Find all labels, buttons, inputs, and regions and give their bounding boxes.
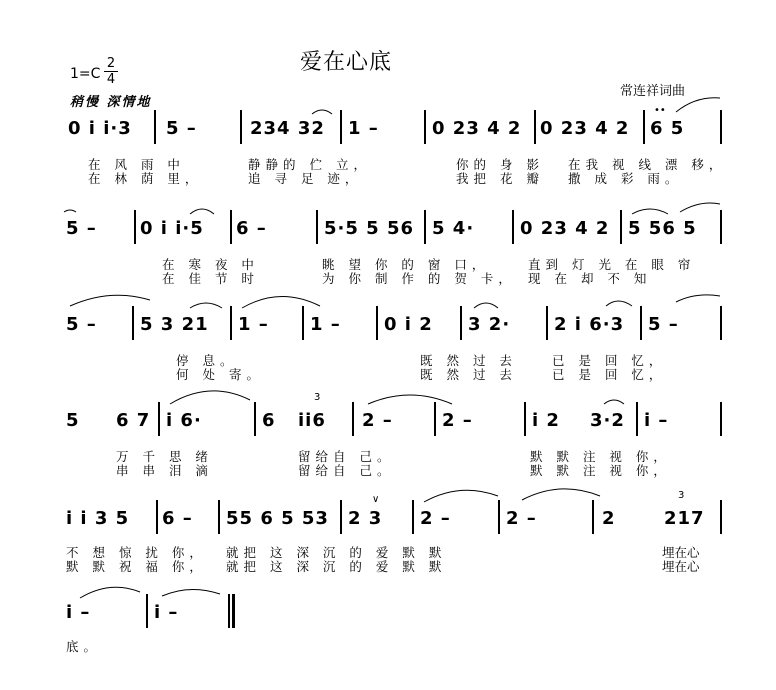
- slur: [368, 395, 452, 404]
- slur: [162, 589, 220, 596]
- notes-m1: 5 –: [66, 218, 97, 239]
- notes-m7: i –: [644, 410, 669, 431]
- notes-m2: 0 i i·5: [140, 218, 204, 239]
- slur: [64, 210, 76, 212]
- notes-m6: 0 23 4 2: [540, 118, 630, 139]
- notes-m3: 1 –: [238, 314, 269, 335]
- lyric-line: 何 处 寄。: [176, 367, 264, 382]
- lyric-line: 静静的 伫 立，: [248, 157, 371, 172]
- notes-m6: 0 23 4 2: [520, 218, 610, 239]
- lyric-line: 留给自 己。: [298, 463, 395, 478]
- breath-mark-icon: ∨: [372, 494, 380, 505]
- notes-m2: 5 –: [166, 118, 197, 139]
- triplet-mark: 3: [314, 392, 321, 403]
- composer-credit: 常连祥词曲: [620, 84, 686, 99]
- notes-m5: 2 –: [420, 508, 451, 529]
- lyric-line: 在 寒 夜 中: [162, 257, 259, 272]
- notes-m7b: 217: [664, 508, 705, 529]
- lyric-line: 在 佳 节 时: [162, 271, 259, 286]
- time-denominator: 4: [104, 71, 118, 87]
- slur: [80, 587, 140, 598]
- notes-m7: 2 i 6·3: [554, 314, 625, 335]
- triplet-mark: 3: [678, 490, 685, 501]
- slur: [170, 391, 250, 404]
- slur: [312, 110, 332, 114]
- lyric-line: 不 想 惊 扰 你，: [66, 545, 207, 560]
- lyric-line: 就把 这 深 沉 的 爱 默 默: [226, 545, 447, 560]
- slur: [676, 98, 720, 112]
- lyric-line: 追 寻 足 迹，: [248, 171, 363, 186]
- slur: [474, 303, 498, 308]
- notes-m1: i –: [66, 602, 91, 623]
- slur: [604, 400, 624, 404]
- slur: [70, 295, 150, 306]
- lyric-line: 撒 成 彩 雨。: [568, 171, 683, 186]
- notes-m7: 6 5: [650, 118, 685, 139]
- time-numerator: 2: [106, 56, 116, 71]
- notes-m3: 55 6 5 53: [226, 508, 329, 529]
- notes-m1: 5 –: [66, 314, 97, 335]
- notes-m3: 6 –: [236, 218, 267, 239]
- notes-m1b: 6 7: [116, 410, 151, 431]
- notes-m6b: 3·2: [590, 410, 625, 431]
- notes-m5: 2 –: [442, 410, 473, 431]
- notes-m6: 2 –: [506, 508, 537, 529]
- notes-m8: 5 –: [648, 314, 679, 335]
- notes-m4: 5·5 5 56: [324, 218, 414, 239]
- notes-m2: 6 –: [162, 508, 193, 529]
- song-title: 爱在心底: [300, 50, 393, 75]
- notes-m5: 0 i 2: [384, 314, 433, 335]
- slur: [522, 489, 600, 500]
- notes-m7: 2: [602, 508, 616, 529]
- lyric-line: 在 风 雨 中: [88, 157, 185, 172]
- lyric-line: 我把 花 瓣: [456, 171, 544, 186]
- lyric-line: 停 息。: [176, 353, 238, 368]
- notes-m6: i 2: [532, 410, 560, 431]
- lyric-line: 为 你 制 作 的 贺 卡，: [322, 271, 516, 286]
- ornament-mark: ••: [654, 105, 666, 116]
- lyric-line: 眺 望 你 的 窗 口，: [322, 257, 490, 272]
- notes-m4: 2 –: [362, 410, 393, 431]
- lyric-line: 在 林 荫 里，: [88, 171, 203, 186]
- lyric-line: 直到 灯 光 在 眼 帘: [528, 257, 696, 272]
- lyric-line: 留给自 己。: [298, 449, 395, 464]
- notes-m4: 1 –: [348, 118, 379, 139]
- slur: [242, 296, 320, 308]
- slur: [606, 301, 632, 306]
- lyric-line: 默 默 注 视 你，: [530, 463, 671, 478]
- slur: [676, 295, 720, 302]
- notes-m5: 5 4·: [432, 218, 475, 239]
- lyric-line: 既 然 过 去: [420, 367, 517, 382]
- notes-m7: 5 56 5: [628, 218, 697, 239]
- notes-m4: 1 –: [310, 314, 341, 335]
- notes-m1: 5: [66, 410, 80, 431]
- lyric-line: 现 在 却 不 知: [528, 271, 652, 286]
- lyric-line: 就把 这 深 沉 的 爱 默 默: [226, 559, 447, 574]
- lyric-line: 埋在心: [662, 559, 700, 574]
- lyric-line: 已 是 回 忆，: [552, 353, 667, 368]
- lyric-line: 默 默 祝 福 你，: [66, 559, 207, 574]
- notes-m3b: ii6: [298, 410, 326, 431]
- slur: [424, 490, 498, 502]
- lyric-line: 你的 身 影: [456, 157, 544, 172]
- lyric-line: 已 是 回 忆，: [552, 367, 667, 382]
- notes-m3: 234 32: [250, 118, 325, 139]
- lyric-line: 在我 视 线 漂 移，: [568, 157, 727, 172]
- notes-m1: 0 i i·3: [68, 118, 132, 139]
- notes-m6: 3 2·: [468, 314, 511, 335]
- lyric-line: 既 然 过 去: [420, 353, 517, 368]
- lyric-line: 埋在心: [662, 545, 700, 560]
- slur: [680, 203, 720, 212]
- lyric-line: 万 千 思 绪: [116, 449, 213, 464]
- notes-m1: i i 3 5: [66, 508, 130, 529]
- key-signature: 1=C: [70, 66, 101, 82]
- notes-m5: 0 23 4 2: [432, 118, 522, 139]
- notes-m2: i 6·: [166, 410, 202, 431]
- lyric-line: 串 串 泪 滴: [116, 463, 213, 478]
- slur: [632, 209, 668, 214]
- lyric-line: 底。: [66, 639, 102, 654]
- lyric-line: 默 默 注 视 你，: [530, 449, 671, 464]
- notes-m2: 5 3 21: [140, 314, 209, 335]
- notes-m3: 6: [262, 410, 276, 431]
- notes-m4: 2 3: [348, 508, 383, 529]
- notes-m2: i –: [154, 602, 179, 623]
- slur: [190, 209, 214, 214]
- slur: [190, 303, 222, 308]
- tempo-marking: 稍慢 深情地: [70, 95, 152, 110]
